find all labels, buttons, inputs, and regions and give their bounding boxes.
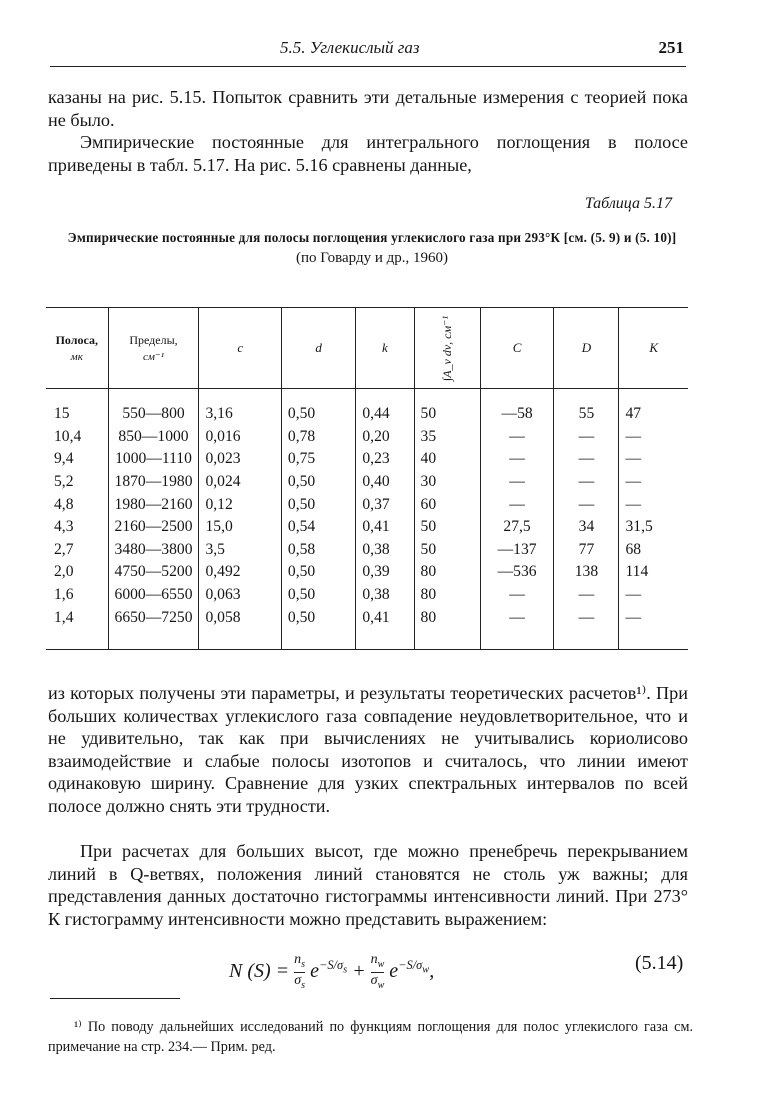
header-range: Пределы, см⁻¹	[108, 308, 199, 389]
cell-d: 0,78	[281, 426, 355, 449]
cell-C: —58	[480, 389, 554, 426]
cell-K: 68	[619, 539, 688, 562]
cell-C: —	[480, 493, 554, 516]
table-row	[46, 584, 688, 607]
cell-k: 0,41	[356, 516, 414, 539]
page-number: 251	[658, 38, 684, 57]
cell-d: 0,54	[281, 516, 355, 539]
header-C: C	[480, 308, 554, 389]
cell-D: —	[554, 448, 619, 471]
cell-c: 3,16	[199, 389, 281, 426]
cell-C: —536	[480, 561, 554, 584]
cell-integral: 80	[414, 561, 480, 584]
paragraph-histogram: При расчетах для больших высот, где можно пренебречь перекрыванием линий в Q-ветвях, положения линий становятся не столь уж важны; для представления данных достаточно гистограммы интенсивности линий. При 273° К гистограмму интенсивности можно представить выражением:	[48, 841, 688, 929]
cell-integral: 50	[414, 539, 480, 562]
cell-C: —137	[480, 539, 554, 562]
cell-k: 0,41	[356, 606, 414, 649]
cell-integral: 40	[414, 448, 480, 471]
cell-K: 47	[619, 389, 688, 426]
cell-C: —	[480, 584, 554, 607]
cell-K: —	[619, 606, 688, 649]
cell-range: 850—1000	[108, 426, 199, 449]
cell-integral: 80	[414, 584, 480, 607]
cell-d: 0,50	[281, 471, 355, 494]
cell-K: —	[619, 584, 688, 607]
empirical-constants-table	[46, 307, 688, 650]
table-row	[46, 471, 688, 494]
header-c: c	[199, 308, 281, 389]
cell-D: —	[554, 493, 619, 516]
cell-c: 15,0	[199, 516, 281, 539]
cell-D: —	[554, 606, 619, 649]
cell-integral: 30	[414, 471, 480, 494]
cell-band: 1,6	[54, 586, 74, 604]
cell-K: 114	[619, 561, 688, 584]
intro-paragraph: казаны на рис. 5.15. Попыток сравнить эти детальные измерения с теорией пока не было.	[48, 87, 688, 130]
cell-band: 4,3	[54, 518, 74, 536]
header-k: k	[356, 308, 414, 389]
cell-c: 3,5	[199, 539, 281, 562]
cell-k: 0,40	[356, 471, 414, 494]
equation-5-14	[229, 952, 684, 993]
cell-c: 0,492	[199, 561, 281, 584]
cell-band: 1,4	[54, 608, 74, 626]
cell-integral: 60	[414, 493, 480, 516]
cell-D: 77	[554, 539, 619, 562]
cell-D: —	[554, 584, 619, 607]
footnote: ¹⁾ По поводу дальнейших исследований по функциям поглощения для полос углекислого газа см. примечание на стр. 234.— Прим. ред.	[48, 1019, 693, 1055]
table-caption	[48, 227, 696, 269]
cell-d: 0,50	[281, 389, 355, 426]
cell-k: 0,37	[356, 493, 414, 516]
table-row	[46, 448, 688, 471]
cell-K: 31,5	[619, 516, 688, 539]
table-row	[46, 516, 688, 539]
integral-label: ∫A_ν dν, см⁻¹	[439, 315, 454, 382]
cell-integral: 35	[414, 426, 480, 449]
running-header	[50, 36, 686, 67]
cell-K: —	[619, 426, 688, 449]
table-row	[46, 493, 688, 516]
cell-C: —	[480, 448, 554, 471]
cell-range: 1870—1980	[108, 471, 199, 494]
header-integral	[414, 308, 480, 389]
table-body	[46, 389, 688, 650]
cell-c: 0,016	[199, 426, 281, 449]
cell-K: —	[619, 493, 688, 516]
cell-C: 27,5	[480, 516, 554, 539]
cell-k: 0,38	[356, 584, 414, 607]
cell-D: 138	[554, 561, 619, 584]
table-row	[46, 389, 688, 426]
cell-D: —	[554, 471, 619, 494]
cell-k: 0,44	[356, 389, 414, 426]
table-row	[46, 539, 688, 562]
cell-c: 0,024	[199, 471, 281, 494]
cell-band: 9,4	[54, 450, 74, 468]
table-row	[46, 426, 688, 449]
footnote-rule	[50, 998, 180, 999]
cell-k: 0,20	[356, 426, 414, 449]
cell-K: —	[619, 448, 688, 471]
table-source: (по Говарду и др., 1960)	[295, 250, 448, 266]
cell-range: 6650—7250	[108, 606, 199, 649]
cell-band: 2,7	[54, 540, 74, 558]
cell-range: 2160—2500	[108, 516, 199, 539]
cell-band: 4,8	[54, 495, 74, 513]
cell-c: 0,12	[199, 493, 281, 516]
paragraph-table-reference: Эмпирические постоянные для интегрального поглощения в полосе приведены в табл. 5.17. На рис. 5.16 сравнены данные,	[48, 132, 688, 175]
cell-band: 15	[54, 405, 70, 423]
cell-k: 0,23	[356, 448, 414, 471]
cell-integral: 80	[414, 606, 480, 649]
cell-range: 3480—3800	[108, 539, 199, 562]
cell-k: 0,38	[356, 539, 414, 562]
cell-k: 0,39	[356, 561, 414, 584]
header-d: d	[281, 308, 355, 389]
cell-K: —	[619, 471, 688, 494]
header-band: Полоса, мк	[46, 308, 108, 389]
cell-D: —	[554, 426, 619, 449]
table-title: Эмпирические постоянные для полосы поглощения углекислого газа при 293°К [см. (5. 9) и (5. 10)]	[67, 230, 677, 245]
table-row	[46, 606, 688, 649]
cell-range: 550—800	[108, 389, 199, 426]
paragraph-comparison: из которых получены эти параметры, и результаты теоретических расчетов¹⁾. При больших количествах углекислого газа совпадение неудовлетворительное, что и не удивительно, так как при вычислениях не учитывались кориолисово взаимодействие и слабые полосы изотопов и считалось, что линии имеют одинаковую ширину. Сравнение для узких спектральных интервалов по всей полосе должно снять эти трудности.	[48, 683, 688, 816]
cell-c: 0,063	[199, 584, 281, 607]
cell-d: 0,58	[281, 539, 355, 562]
equation-lhs: N (S) =	[229, 959, 290, 982]
cell-band: 10,4	[54, 427, 82, 445]
header-K: K	[619, 308, 688, 389]
cell-d: 0,50	[281, 606, 355, 649]
cell-d: 0,50	[281, 584, 355, 607]
cell-integral: 50	[414, 516, 480, 539]
cell-range: 4750—5200	[108, 561, 199, 584]
header-D: D	[554, 308, 619, 389]
table-header-row	[46, 308, 688, 389]
cell-c: 0,023	[199, 448, 281, 471]
cell-range: 6000—6550	[108, 584, 199, 607]
cell-d: 0,75	[281, 448, 355, 471]
cell-C: —	[480, 471, 554, 494]
cell-range: 1980—2160	[108, 493, 199, 516]
cell-C: —	[480, 606, 554, 649]
cell-D: 34	[554, 516, 619, 539]
cell-c: 0,058	[199, 606, 281, 649]
equation-number: (5.14)	[635, 952, 684, 974]
equation-rhs: $n_s$ $\sigma_s$ $e^{-S/\sigma_s} + n_w$ $\sigma_w$ $e^{-S/\sigma_w}$,	[294, 952, 435, 991]
cell-integral: 50	[414, 389, 480, 426]
section-title: 5.5. Углекислый газ	[280, 38, 420, 57]
table-number: Таблица 5.17	[584, 195, 672, 212]
cell-d: 0,50	[281, 561, 355, 584]
cell-D: 55	[554, 389, 619, 426]
cell-C: —	[480, 426, 554, 449]
cell-band: 2,0	[54, 563, 74, 581]
cell-band: 5,2	[54, 473, 74, 491]
cell-d: 0,50	[281, 493, 355, 516]
cell-range: 1000—1110	[108, 448, 199, 471]
table-row	[46, 561, 688, 584]
